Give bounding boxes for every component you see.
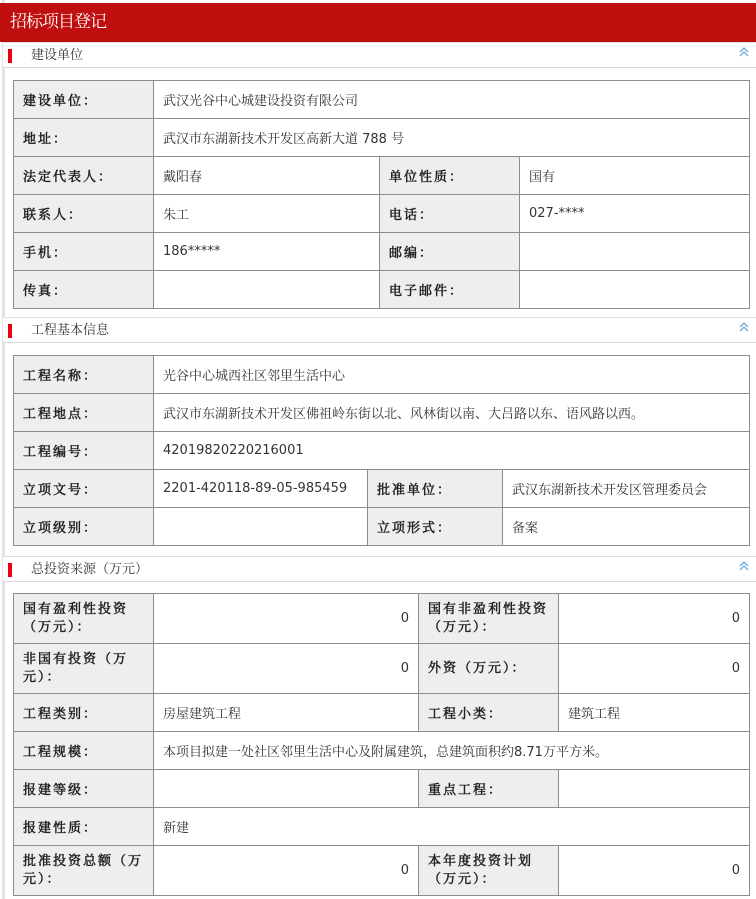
field-label: 法定代表人： (14, 157, 154, 195)
mobile-value: 186***** (154, 233, 380, 271)
field-label: 立项形式： (368, 508, 503, 546)
project-location-value: 武汉市东湖新技术开发区佛祖岭东街以北、风林街以南、大吕路以东、语风路以西。 (154, 394, 750, 432)
collapse-chevron-icon[interactable] (738, 321, 752, 337)
collapse-chevron-icon[interactable] (738, 46, 752, 62)
approval-doc-value: 2201-420118-89-05-985459 (154, 470, 368, 508)
table-row (14, 808, 750, 846)
section-marker (8, 324, 12, 338)
table-row (14, 470, 750, 508)
field-label: 外资（万元）： (419, 644, 559, 694)
phone-value: 027-**** (520, 195, 750, 233)
legal-rep-value: 戴阳春 (154, 157, 380, 195)
approval-unit-value: 武汉东湖新技术开发区管理委员会 (503, 470, 750, 508)
category-value: 房屋建筑工程 (154, 694, 419, 732)
unit-value: 武汉光谷中心城建设投资有限公司 (154, 81, 750, 119)
collapse-chevron-icon[interactable] (738, 560, 752, 576)
table-row (14, 432, 750, 470)
table-row (14, 356, 750, 394)
table-row (14, 157, 750, 195)
field-label: 非国有投资（万元）： (14, 644, 154, 694)
nature-value: 国有 (520, 157, 750, 195)
foreign-value: 0 (559, 644, 750, 694)
investment-table (13, 593, 750, 896)
section-marker (8, 563, 12, 577)
table-row (14, 732, 750, 770)
field-label: 传真： (14, 271, 154, 309)
field-label: 工程地点： (14, 394, 154, 432)
annual-plan-value: 0 (559, 846, 750, 896)
table-row (14, 271, 750, 309)
field-label: 工程类别： (14, 694, 154, 732)
table-row (14, 81, 750, 119)
contact-value: 朱工 (154, 195, 380, 233)
table-row (14, 508, 750, 546)
builder-table (13, 80, 750, 309)
field-label: 联系人： (14, 195, 154, 233)
section-marker (8, 49, 12, 63)
field-label: 工程小类： (419, 694, 559, 732)
table-row (14, 119, 750, 157)
grade-value (154, 770, 419, 808)
project-table (13, 355, 750, 546)
field-label: 地址： (14, 119, 154, 157)
build-nature-value: 新建 (154, 808, 750, 846)
field-label: 报建等级： (14, 770, 154, 808)
field-label: 批准单位： (368, 470, 503, 508)
project-name-value: 光谷中心城西社区邻里生活中心 (154, 356, 750, 394)
project-code-value: 42019820220216001 (154, 432, 750, 470)
page-title: 招标项目登记 (0, 3, 756, 42)
field-label: 国有非盈利性投资（万元）： (419, 594, 559, 644)
address-value: 武汉市东湖新技术开发区高新大道 788 号 (154, 119, 750, 157)
fax-value (154, 271, 380, 309)
table-row (14, 770, 750, 808)
postcode-value (520, 233, 750, 271)
section-header-investment (3, 556, 756, 582)
section-title: 建设单位 (31, 48, 84, 63)
nonstate-value: 0 (154, 644, 419, 694)
table-row (14, 644, 750, 694)
field-label: 国有盈利性投资（万元）： (14, 594, 154, 644)
section-title: 工程基本信息 (31, 323, 110, 338)
field-label: 工程编号： (14, 432, 154, 470)
field-label: 邮编： (380, 233, 520, 271)
subcategory-value: 建筑工程 (559, 694, 750, 732)
scale-value: 本项目拟建一处社区邻里生活中心及附属建筑，总建筑面积约8.71万平方米。 (154, 732, 750, 770)
approved-total-value: 0 (154, 846, 419, 896)
level-value (154, 508, 368, 546)
section-title: 总投资来源（万元） (31, 562, 149, 577)
section-header-project (3, 317, 756, 343)
field-label: 手机： (14, 233, 154, 271)
state-profit-value: 0 (154, 594, 419, 644)
field-label: 本年度投资计划（万元）： (419, 846, 559, 896)
table-row (14, 594, 750, 644)
section-header-builder (3, 42, 756, 68)
field-label: 批准投资总额（万元）： (14, 846, 154, 896)
field-label: 电话： (380, 195, 520, 233)
key-project-value (559, 770, 750, 808)
email-value (520, 271, 750, 309)
field-label: 立项文号： (14, 470, 154, 508)
form-value: 备案 (503, 508, 750, 546)
field-label: 工程名称： (14, 356, 154, 394)
table-row (14, 394, 750, 432)
field-label: 立项级别： (14, 508, 154, 546)
field-label: 重点工程： (419, 770, 559, 808)
field-label: 电子邮件： (380, 271, 520, 309)
table-row (14, 233, 750, 271)
field-label: 建设单位： (14, 81, 154, 119)
field-label: 单位性质： (380, 157, 520, 195)
table-row (14, 694, 750, 732)
table-row (14, 846, 750, 896)
field-label: 报建性质： (14, 808, 154, 846)
table-row (14, 195, 750, 233)
field-label: 工程规模： (14, 732, 154, 770)
state-nonprofit-value: 0 (559, 594, 750, 644)
